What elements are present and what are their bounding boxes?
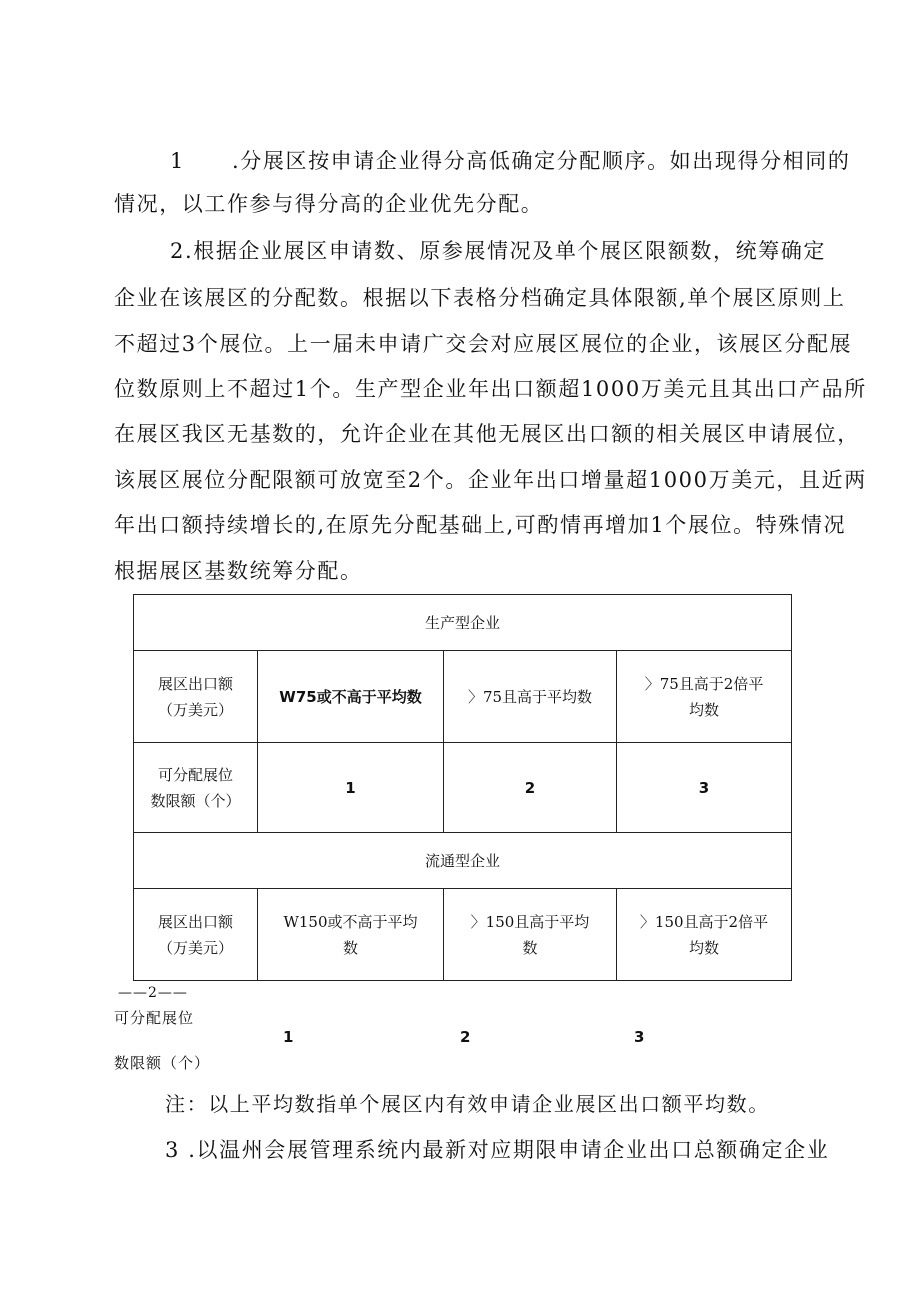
tier-line: 〉150且高于2倍平: [639, 912, 769, 931]
tier-line: 数: [342, 938, 358, 957]
para2-line3: 不超过3个展位。上一届未申请广交会对应展区展位的企业，该展区分配展: [114, 332, 853, 356]
para1-number: 1: [170, 149, 185, 173]
trade-export-label: [134, 889, 258, 981]
production-limit-1: 1: [258, 743, 444, 833]
overflow-limit-3: 3: [634, 1028, 645, 1046]
allocation-table: [133, 594, 792, 981]
tier-line: 〉150且高于平均: [470, 912, 590, 931]
tier-line: 〉75且高于2倍平: [644, 674, 764, 693]
trade-header-row: [134, 833, 792, 889]
production-limit-label: [134, 743, 258, 833]
para2-line5: 在展区我区无基数的，允许企业在其他无展区出口额的相关展区申请展位，: [114, 422, 860, 446]
label-line: 可分配展位: [157, 765, 233, 784]
para3-line1: 3 .以温州会展管理系统内最新对应期限申请企业出口总额确定企业: [165, 1138, 830, 1162]
trade-tier3: [617, 889, 792, 981]
para2-line2: 企业在该展区的分配数。根据以下表格分档确定具体限额,单个展区原则上: [114, 286, 846, 310]
production-limit-3: 3: [617, 743, 792, 833]
page-number: ——2——: [118, 985, 188, 1001]
tier-line: 均数: [689, 938, 720, 957]
tier-text: W75或不高于平均数: [279, 687, 422, 706]
label-line: （万美元）: [157, 700, 233, 719]
overflow-limit-1: 1: [283, 1028, 294, 1046]
table-note: 注：以上平均数指单个展区内有效申请企业展区出口额平均数。: [165, 1092, 770, 1116]
para1-text: .分展区按申请企业得分高低确定分配顺序。如出现得分相同的: [232, 149, 851, 173]
tier-line: W150或不高于平均: [283, 912, 418, 931]
overflow-label-line1: 可分配展位: [114, 1009, 195, 1027]
trade-tier1: [258, 889, 444, 981]
production-tier3: [617, 651, 792, 743]
production-limit-2: 2: [444, 743, 617, 833]
para2-line7: 年出口额持续增长的,在原先分配基础上,可酌情再增加1个展位。特殊情况: [114, 513, 847, 537]
production-tier2: 〉75且高于平均数: [444, 651, 617, 743]
production-export-label: [134, 651, 258, 743]
production-title: 生产型企业: [134, 595, 792, 651]
label-line: 展区出口额: [157, 674, 233, 693]
overflow-label-line2: 数限额（个）: [114, 1054, 211, 1072]
label-line: 数限额（个）: [150, 791, 241, 810]
trade-export-row: [134, 889, 792, 981]
label-line: 展区出口额: [157, 912, 233, 931]
label-line: （万美元）: [157, 938, 233, 957]
production-limit-row: [134, 743, 792, 833]
production-tier1: [258, 651, 444, 743]
tier-line: 均数: [689, 700, 720, 719]
overflow-limit-2: 2: [460, 1028, 471, 1046]
tier-line: 数: [522, 938, 538, 957]
para2-line8: 根据展区基数统筹分配。: [114, 559, 363, 583]
trade-tier2: [444, 889, 617, 981]
para2-line6: 该展区展位分配限额可放宽至2个。企业年出口增量超1000万美元，且近两: [114, 468, 867, 492]
para1-line2: 情况，以工作参与得分高的企业优先分配。: [114, 192, 544, 216]
production-header-row: [134, 595, 792, 651]
production-export-row: [134, 651, 792, 743]
trade-title: 流通型企业: [134, 833, 792, 889]
para2-line1: 2.根据企业展区申请数、原参展情况及单个展区限额数，统筹确定: [170, 239, 827, 263]
para2-line4: 位数原则上不超过1个。生产型企业年出口额超1000万美元且其出口产品所: [114, 377, 867, 401]
para1-line1: [170, 147, 850, 175]
